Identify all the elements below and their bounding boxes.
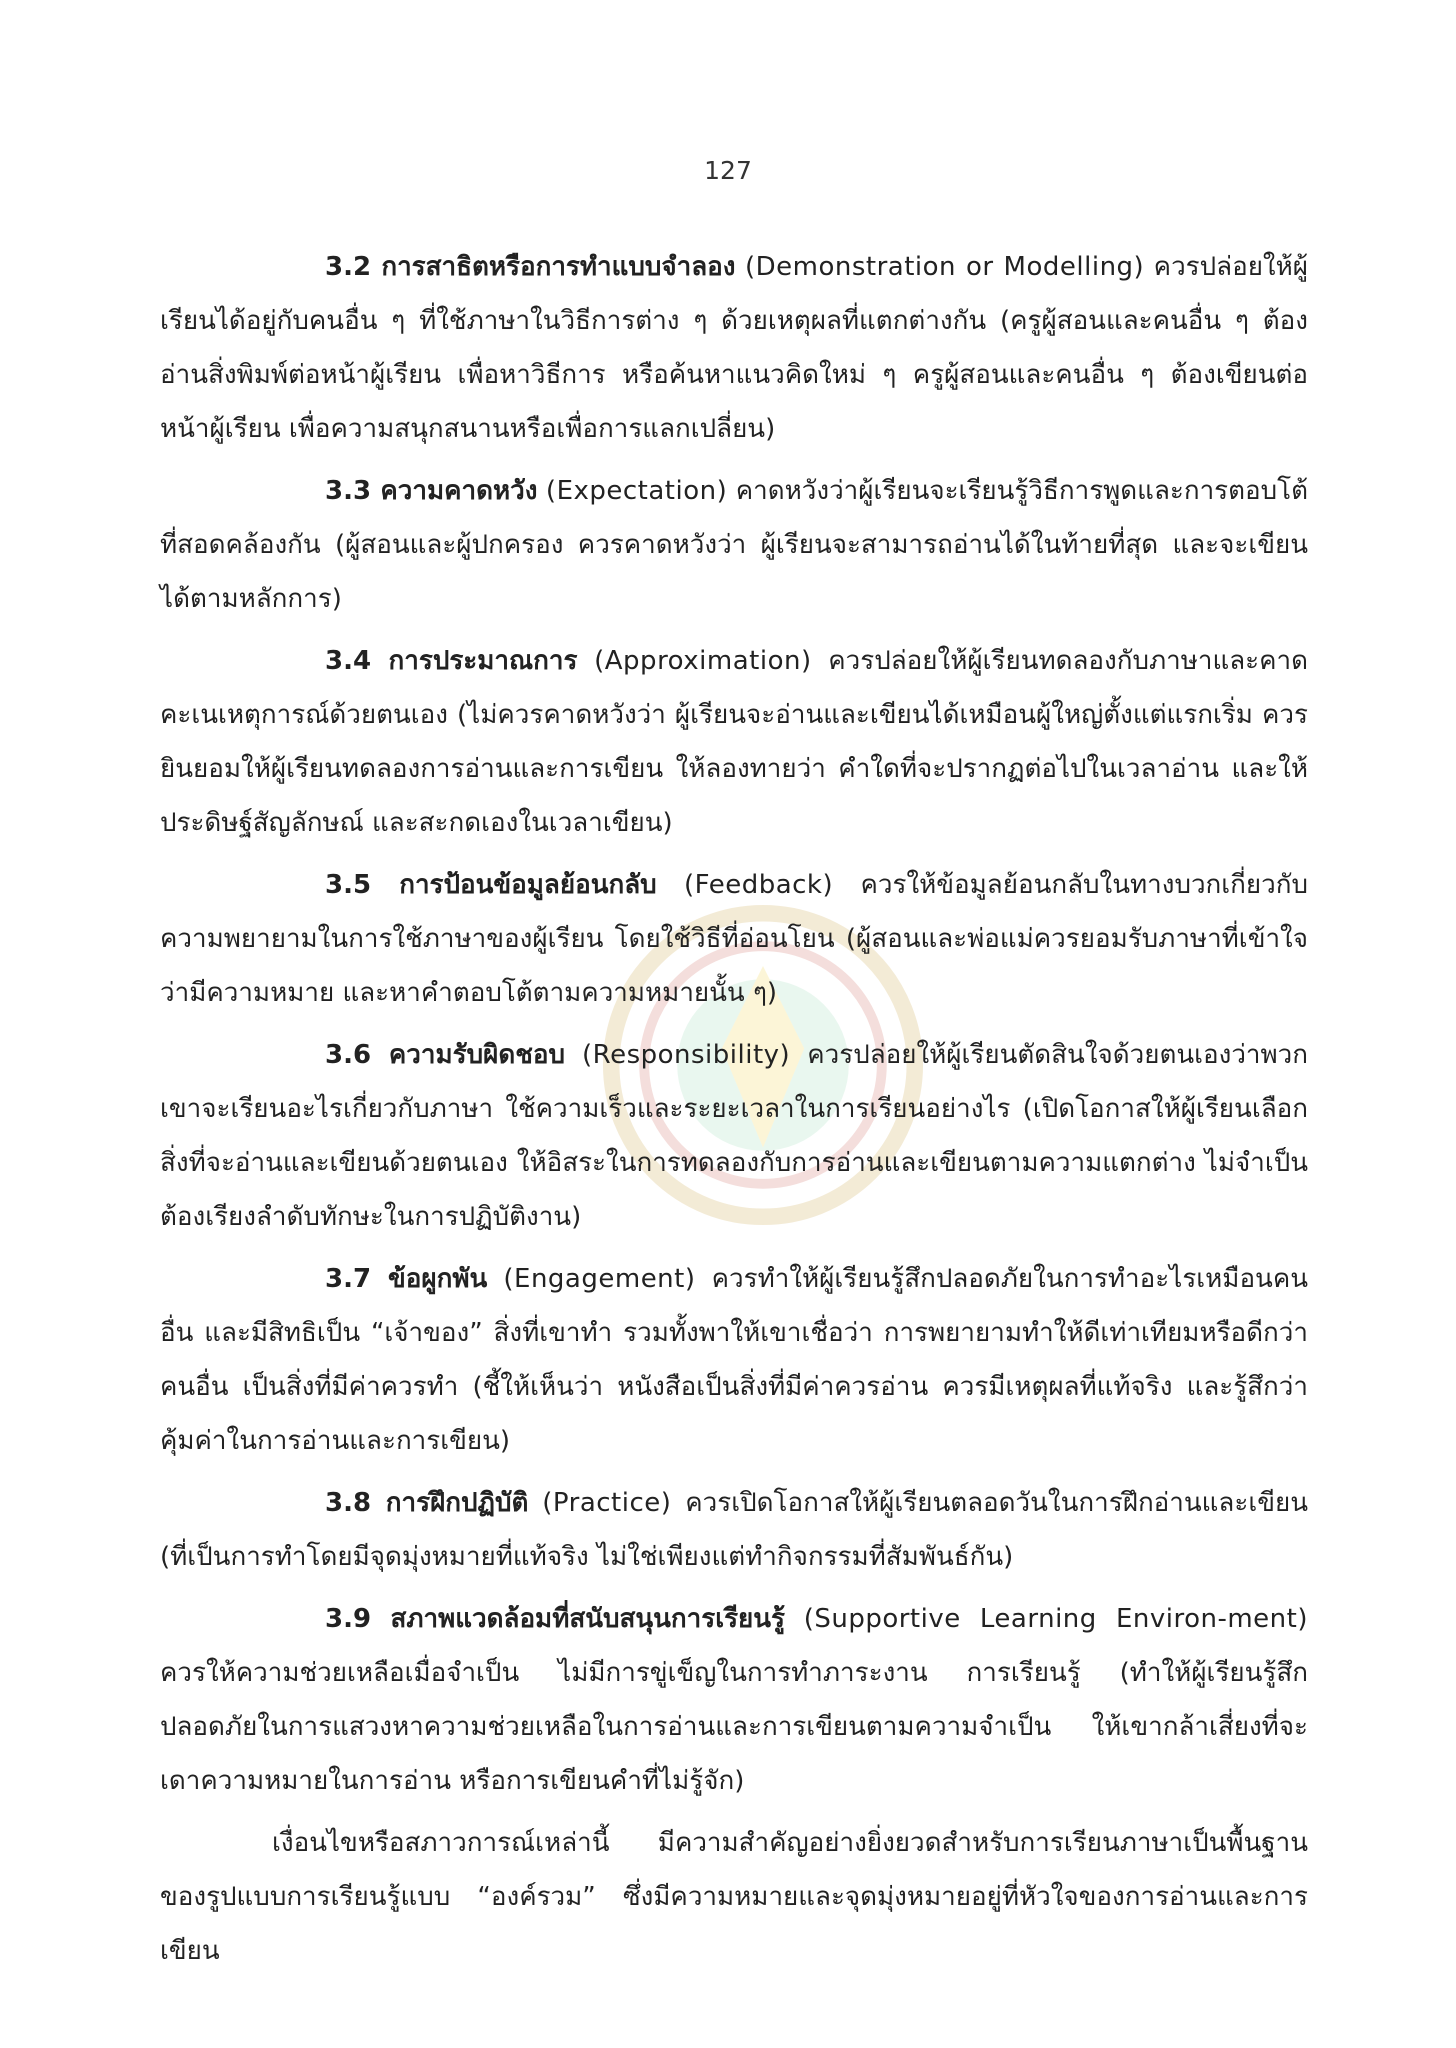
section-body: ควรปล่อยให้ผู้เรียนตัดสินใจด้วยตนเองว่าพวกเขาจะเรียนอะไรเกี่ยวกับภาษา ใช้ความเร็วและระยะเวลาในการเรียนอย่างไร (เปิดโอกาสให้ผู้เรียนเลือกสิ่งที่จะอ่านและเขียนด้วยตนเอง ให้อิสระในการทดลองกับการอ่านและเขียนตามความแตกต่าง ไม่จำเป็นต้องเรียงลำดับทักษะในการปฏิบัติงาน) [160, 1040, 1308, 1232]
section-english-term: (Feedback) [684, 870, 834, 900]
section-3-5 [160, 858, 1308, 1020]
section-3-4 [160, 634, 1308, 850]
section-body: ควรให้ข้อมูลย้อนกลับในทางบวกเกี่ยวกับความพยายามในการใช้ภาษาของผู้เรียน โดยใช้วิธีที่อ่อนโยน (ผู้สอนและพ่อแม่ควรยอมรับภาษาที่เข้าใจว่ามีความหมาย และหาคำตอบโต้ตามความหมายนั้น ๆ) [160, 870, 1309, 1008]
section-heading: 3.3 ความคาดหวัง [325, 476, 538, 506]
section-heading: 3.4 การประมาณการ [325, 646, 578, 676]
section-3-6 [160, 1028, 1308, 1244]
section-english-term: (Practice) [542, 1488, 672, 1518]
section-body: ควรทำให้ผู้เรียนรู้สึกปลอดภัยในการทำอะไรเหมือนคนอื่น และมีสิทธิเป็น “เจ้าของ” สิ่งที่เขาทำ รวมทั้งพาให้เขาเชื่อว่า การพยายามทำให้ดีเท่าเทียมหรือดีกว่าคนอื่น เป็นสิ่งที่มีค่าควรทำ (ชี้ให้เห็นว่า หนังสือเป็นสิ่งที่มีค่าควรอ่าน ควรมีเหตุผลที่แท้จริง และรู้สึกว่าคุ้มค่าในการอ่านและการเขียน) [160, 1264, 1308, 1456]
closing-paragraph: เงื่อนไขหรือสภาวการณ์เหล่านี้ มีความสำคัญอย่างยิ่งยวดสำหรับการเรียนภาษาเป็นพื้นฐานของรูปแบบการเรียนรู้แบบ “องค์รวม” ซึ่งมีความหมายและจุดมุ่งหมายอยู่ที่หัวใจของการอ่านและการเขียน [160, 1828, 1308, 1966]
section-body: คาดหวังว่าผู้เรียนจะเรียนรู้วิธีการพูดและการตอบโต้ที่สอดคล้องกัน (ผู้สอนและผู้ปกครอง ควรคาดหวังว่า ผู้เรียนจะสามารถอ่านได้ในท้ายที่สุด และจะเขียนได้ตามหลักการ) [160, 476, 1309, 614]
document-body [160, 240, 1308, 1986]
section-heading: 3.2 การสาธิตหรือการทำแบบจำลอง [325, 252, 736, 282]
section-body: ควรเปิดโอกาสให้ผู้เรียนตลอดวันในการฝึกอ่านและเขียน (ที่เป็นการทำโดยมีจุดมุ่งหมายที่แท้จริง ไม่ใช่เพียงแต่ทำกิจกรรมที่สัมพันธ์กัน) [160, 1488, 1308, 1572]
section-english-term: (Supportive Learning Environ-ment) [803, 1604, 1308, 1634]
section-3-9 [160, 1592, 1308, 1808]
section-body: ควรปล่อยให้ผู้เรียนทดลองกับภาษาและคาดคะเนเหตุการณ์ด้วยตนเอง (ไม่ควรคาดหวังว่า ผู้เรียนจะอ่านและเขียนได้เหมือนผู้ใหญ่ตั้งแต่แรกเริ่ม ควรยินยอมให้ผู้เรียนทดลองการอ่านและการเขียน ให้ลองทายว่า คำใดที่จะปรากฏต่อไปในเวลาอ่าน และให้ประดิษฐ์สัญลักษณ์ และสะกดเองในเวลาเขียน) [160, 646, 1308, 838]
section-english-term: (Expectation) [545, 476, 728, 506]
section-english-term: (Engagement) [503, 1264, 696, 1294]
section-english-term: (Responsibility) [582, 1040, 791, 1070]
section-heading: 3.8 การฝึกปฏิบัติ [325, 1488, 529, 1518]
section-3-7 [160, 1252, 1308, 1468]
section-heading: 3.7 ข้อผูกพัน [325, 1264, 488, 1294]
page-number: 127 [704, 156, 752, 185]
section-body: ควรปล่อยให้ผู้เรียนได้อยู่กับคนอื่น ๆ ที่ใช้ภาษาในวิธีการต่าง ๆ ด้วยเหตุผลที่แตกต่างกัน (ครูผู้สอนและคนอื่น ๆ ต้องอ่านสิ่งพิมพ์ต่อหน้าผู้เรียน เพื่อหาวิธีการ หรือค้นหาแนวคิดใหม่ ๆ ครูผู้สอนและคนอื่น ๆ ต้องเขียนต่อหน้าผู้เรียน เพื่อความสนุกสนานหรือเพื่อการแลกเปลี่ยน) [160, 252, 1308, 444]
section-3-8 [160, 1476, 1308, 1584]
section-body: ควรให้ความช่วยเหลือเมื่อจำเป็น ไม่มีการขู่เข็ญในการทำภาระงาน การเรียนรู้ (ทำให้ผู้เรียนรู้สึกปลอดภัยในการแสวงหาความช่วยเหลือในการอ่านและการเขียนตามความจำเป็น ให้เขากล้าเสี่ยงที่จะเดาความหมายในการอ่าน หรือการเขียนคำที่ไม่รู้จัก) [160, 1658, 1308, 1796]
section-heading: 3.5 การป้อนข้อมูลย้อนกลับ [325, 870, 657, 900]
section-3-3 [160, 464, 1308, 626]
section-heading: 3.9 สภาพแวดล้อมที่สนับสนุนการเรียนรู้ [325, 1604, 786, 1634]
section-heading: 3.6 ความรับผิดชอบ [325, 1040, 565, 1070]
section-english-term: (Approximation) [594, 646, 812, 676]
section-english-term: (Demonstration or Modelling) [744, 252, 1145, 282]
section-3-2 [160, 240, 1308, 456]
